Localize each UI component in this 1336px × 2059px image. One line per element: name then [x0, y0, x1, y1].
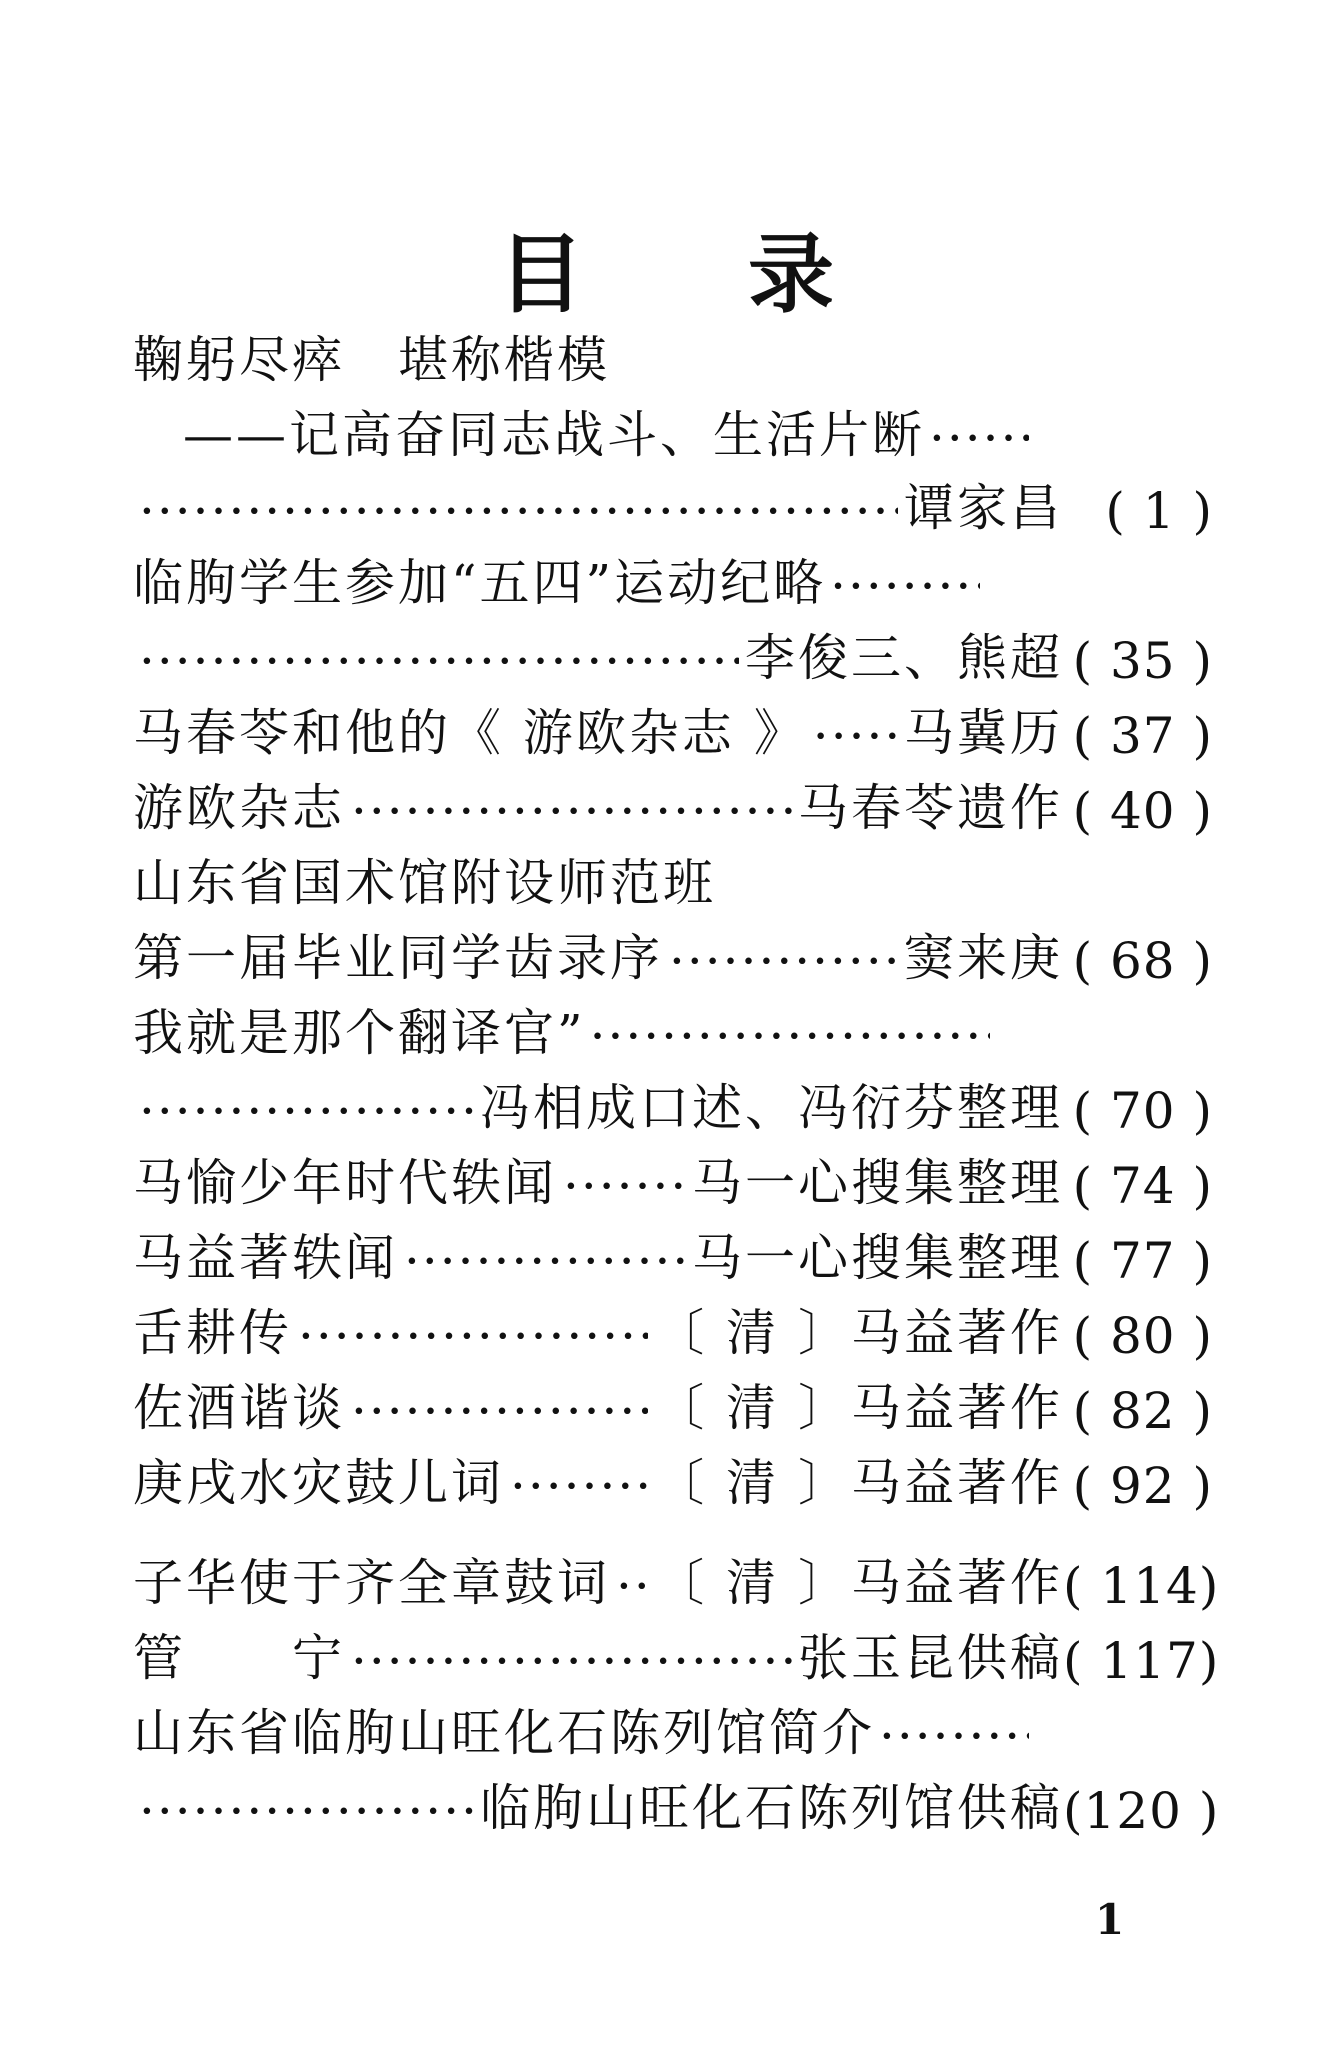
- toc-entry-9: 舌耕传 ····· 〔 清 〕马益著作 ( 80 ): [133, 1295, 1213, 1365]
- page-number: 1: [1095, 1895, 1125, 1944]
- toc-author: 窦来庚: [904, 929, 1063, 987]
- toc-author: 张玉昆供稿: [798, 1629, 1063, 1687]
- toc-entry-5-title: 山东省国术馆附设师范班: [133, 854, 716, 912]
- toc-entry-14-author-line: [133, 1770, 1220, 1840]
- toc-author: 马春苓遗作: [798, 779, 1063, 837]
- toc-entry-7: 马愉少年时代轶闻 ····· 马一心搜集整理 ( 74 ): [133, 1145, 1213, 1215]
- toc-page-number: ( 35 ): [1072, 632, 1213, 690]
- toc-entry-1-author-line: [133, 470, 1213, 540]
- toc-page-number: ( 68 ): [1072, 932, 1213, 990]
- toc-entry-8: 马益著轶闻 ····· 马一心搜集整理 ( 77 ): [133, 1220, 1213, 1290]
- toc-entry-6-title: 我就是那个翻译官” ·····: [133, 995, 1063, 1065]
- toc-page-number: ( 70 ): [1072, 1082, 1213, 1140]
- toc-author: 〔 清 〕马益著作: [654, 1304, 1063, 1362]
- toc-entry-2-author-line: [133, 620, 1213, 690]
- toc-page-number: ( 82 ): [1072, 1382, 1213, 1440]
- toc-author: 谭家昌: [904, 479, 1063, 537]
- toc-entry-14-title: 山东省临朐山旺化石陈列馆简介 ·····: [133, 1695, 1063, 1765]
- toc-page-number: ( 114): [1063, 1557, 1220, 1615]
- toc-page-number: ( 1 ): [1105, 482, 1213, 540]
- toc-author: 〔 清 〕马益著作: [654, 1554, 1063, 1612]
- toc-entry-5-continuation: 第一届毕业同学齿录序 ····· 窦来庚 ( 68 ): [133, 920, 1213, 990]
- toc-entry-1-subtitle: ——记高奋同志战斗、生活片断 ·····: [183, 397, 1083, 467]
- toc-entry-1-title: 鞠躬尽瘁 堪称楷模: [133, 331, 610, 389]
- toc-page-number: ( 40 ): [1072, 782, 1213, 840]
- toc-author: 李俊三、熊超: [745, 629, 1063, 687]
- toc-author: 马一心搜集整理: [692, 1229, 1063, 1287]
- toc-author: 马一心搜集整理: [692, 1154, 1063, 1212]
- toc-entry-10: 佐酒谐谈 ····· 〔 清 〕马益著作 ( 82 ): [133, 1370, 1213, 1440]
- toc-page-number: ( 77 ): [1072, 1232, 1213, 1290]
- toc-page-number: (120 ): [1063, 1782, 1220, 1840]
- title-char-1: 目: [498, 224, 588, 325]
- toc-author: 〔 清 〕马益著作: [654, 1454, 1063, 1512]
- toc-entry-3: 马春苓和他的《 游欧杂志 》 ····· 马冀历 ( 37 ): [133, 695, 1213, 765]
- toc-entry-6-author-line: [133, 1070, 1213, 1140]
- toc-author: 冯相成口述、冯衍芬整理: [480, 1079, 1063, 1137]
- toc-author: 马冀历: [904, 704, 1063, 762]
- toc-entry-13: 管 宁 ····· 张玉昆供稿 ( 117): [133, 1620, 1213, 1690]
- toc-page-number: ( 74 ): [1072, 1157, 1213, 1215]
- toc-page-number: ( 80 ): [1072, 1307, 1213, 1365]
- toc-author: 〔 清 〕马益著作: [654, 1379, 1063, 1437]
- title-char-2: 录: [748, 224, 838, 325]
- toc-page-number: ( 37 ): [1072, 707, 1213, 765]
- toc-entry-12: 子华使于齐全章鼓词 ····· 〔 清 〕马益著作 ( 114): [133, 1545, 1213, 1615]
- toc-page-number: ( 92 ): [1072, 1457, 1213, 1515]
- toc-page-number: ( 117): [1063, 1632, 1220, 1690]
- toc-entry-4: 游欧杂志 ····· 马春苓遗作 ( 40 ): [133, 770, 1213, 840]
- toc-entry-2-title: 临朐学生参加“五四”运动纪略 ·····: [133, 545, 1033, 615]
- toc-entry-11: 庚戌水灾鼓儿词 ····· 〔 清 〕马益著作 ( 92 ): [133, 1445, 1213, 1515]
- toc-author: 临朐山旺化石陈列馆供稿: [480, 1779, 1063, 1837]
- page-title: [0, 205, 1336, 329]
